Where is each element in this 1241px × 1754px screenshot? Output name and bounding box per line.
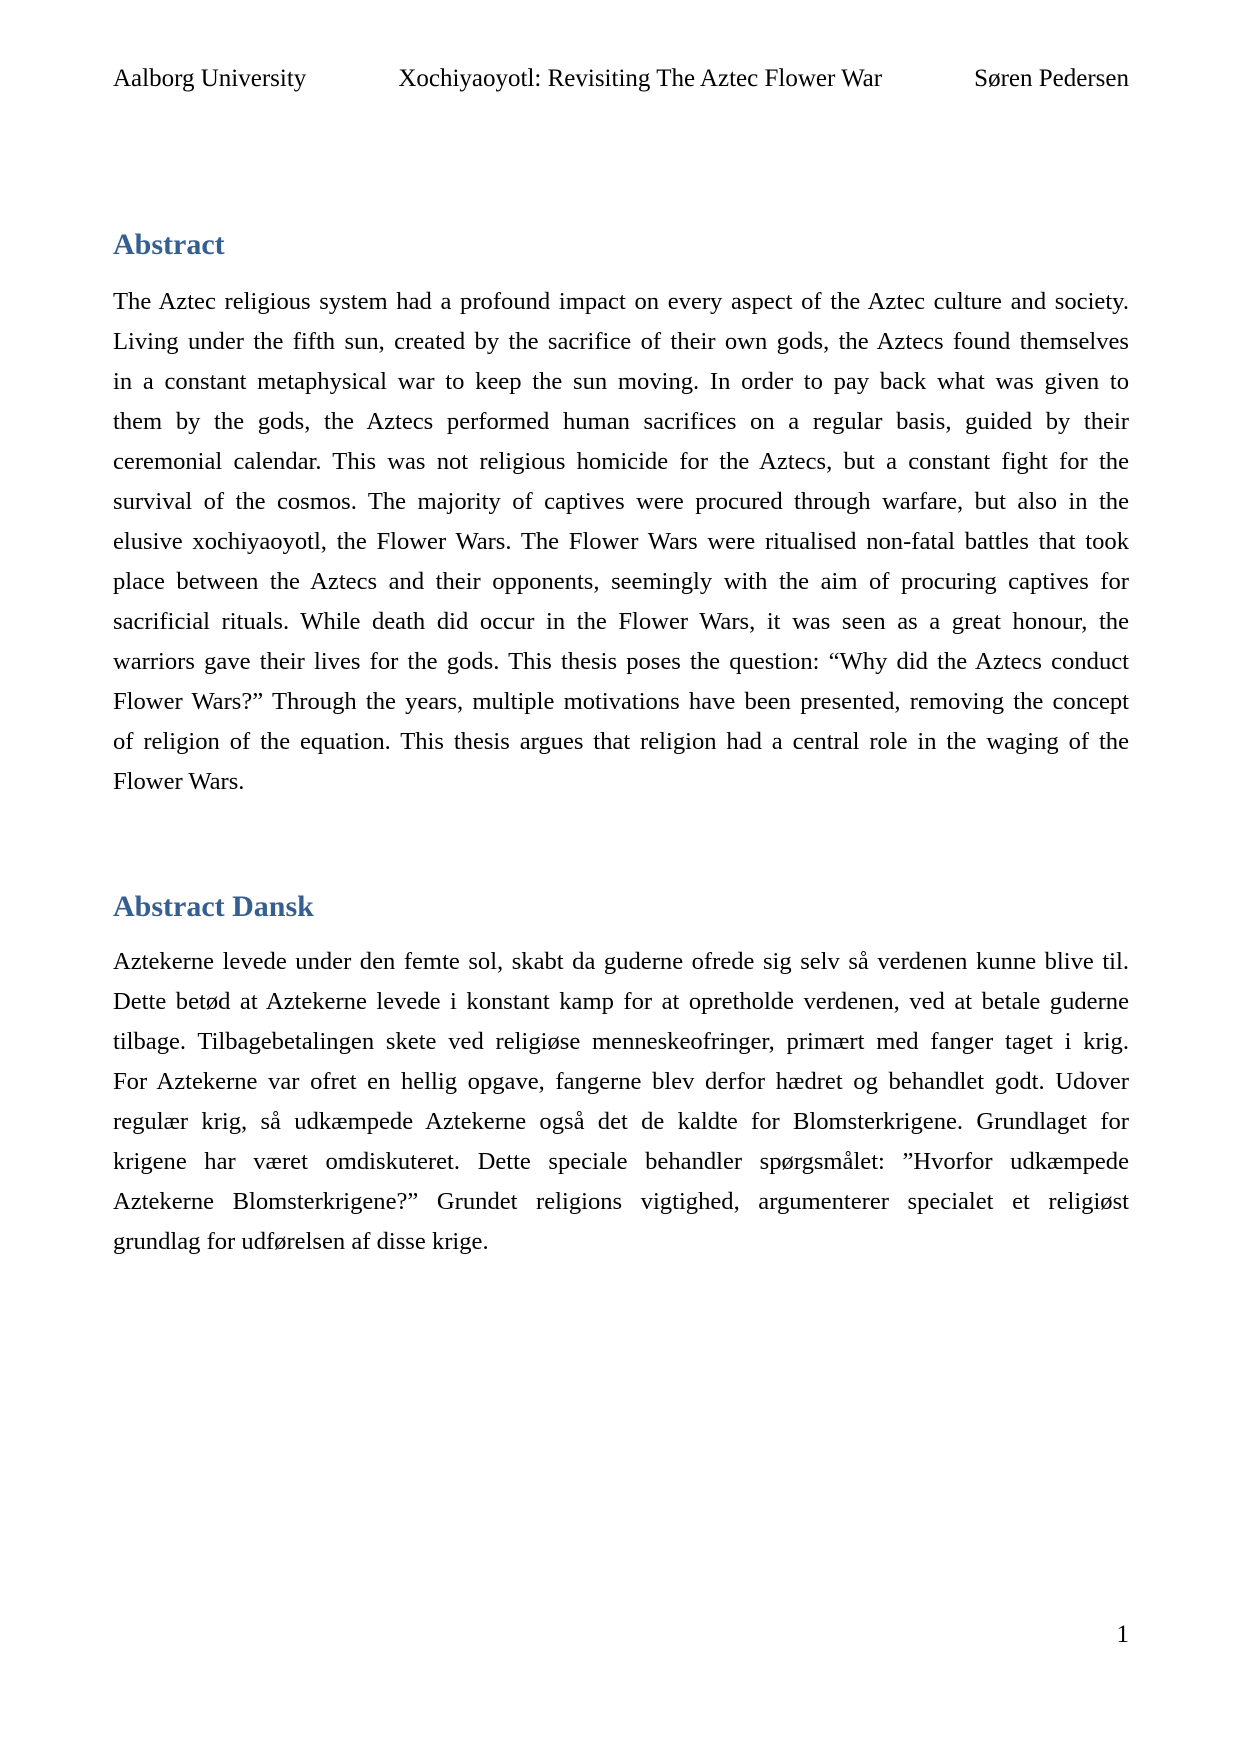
text-line: sacrificial rituals. While death did occur in the Flower Wars, it was seen as a great honour, the <box>113 608 1129 635</box>
text-line: elusive xochiyaoyotl, the Flower Wars. The Flower Wars were ritualised non-fatal battles that took <box>113 528 1129 555</box>
heading-abstract: Abstract <box>113 228 225 261</box>
heading-abstract-dansk: Abstract Dansk <box>113 890 314 923</box>
text-line: tilbage. Tilbagebetalingen skete ved religiøse menneskeofringer, primært med fanger taget i krig. <box>113 1028 1129 1055</box>
text-line: Dette betød at Aztekerne levede i konstant kamp for at opretholde verdenen, ved at betale guderne <box>113 988 1129 1015</box>
abstract-paragraph-danish <box>113 942 1129 1262</box>
text-line: krigene har været omdiskuteret. Dette speciale behandler spørgsmålet: ”Hvorfor udkæmpede <box>113 1148 1129 1175</box>
text-line: regulær krig, så udkæmpede Aztekerne også det de kaldte for Blomsterkrigene. Grundlaget for <box>113 1108 1129 1135</box>
page-number: 1 <box>1116 1621 1129 1648</box>
text-line: grundlag for udførelsen af disse krige. <box>113 1228 489 1255</box>
text-line: of religion of the equation. This thesis argues that religion had a central role in the waging of the <box>113 728 1129 755</box>
header-author: Søren Pedersen <box>974 65 1129 92</box>
text-line: Aztekerne Blomsterkrigene?” Grundet religions vigtighed, argumenterer specialet et religiøst <box>113 1188 1129 1215</box>
text-line: Living under the fifth sun, created by the sacrifice of their own gods, the Aztecs found themselves <box>113 328 1129 355</box>
abstract-paragraph-english <box>113 282 1129 802</box>
text-line: The Aztec religious system had a profound impact on every aspect of the Aztec culture and society. <box>113 288 1129 315</box>
page-header <box>113 64 1129 94</box>
text-line: survival of the cosmos. The majority of captives were procured through warfare, but also in the <box>113 488 1129 515</box>
text-line: in a constant metaphysical war to keep the sun moving. In order to pay back what was given to <box>113 368 1129 395</box>
text-line: For Aztekerne var ofret en hellig opgave, fangerne blev derfor hædret og behandlet godt. Udover <box>113 1068 1129 1095</box>
text-line: place between the Aztecs and their opponents, seemingly with the aim of procuring captives for <box>113 568 1129 595</box>
text-line: them by the gods, the Aztecs performed human sacrifices on a regular basis, guided by their <box>113 408 1129 435</box>
header-university: Aalborg University <box>113 65 307 92</box>
text-line: warriors gave their lives for the gods. This thesis poses the question: “Why did the Aztecs conduct <box>113 648 1129 675</box>
text-line: ceremonial calendar. This was not religious homicide for the Aztecs, but a constant fight for the <box>113 448 1129 475</box>
text-line: Flower Wars?” Through the years, multiple motivations have been presented, removing the concept <box>113 688 1129 715</box>
text-line: Aztekerne levede under den femte sol, skabt da guderne ofrede sig selv så verdenen kunne blive til. <box>113 948 1129 975</box>
header-document-title: Xochiyaoyotl: Revisiting The Aztec Flower War <box>398 65 883 92</box>
text-line: Flower Wars. <box>113 768 245 795</box>
